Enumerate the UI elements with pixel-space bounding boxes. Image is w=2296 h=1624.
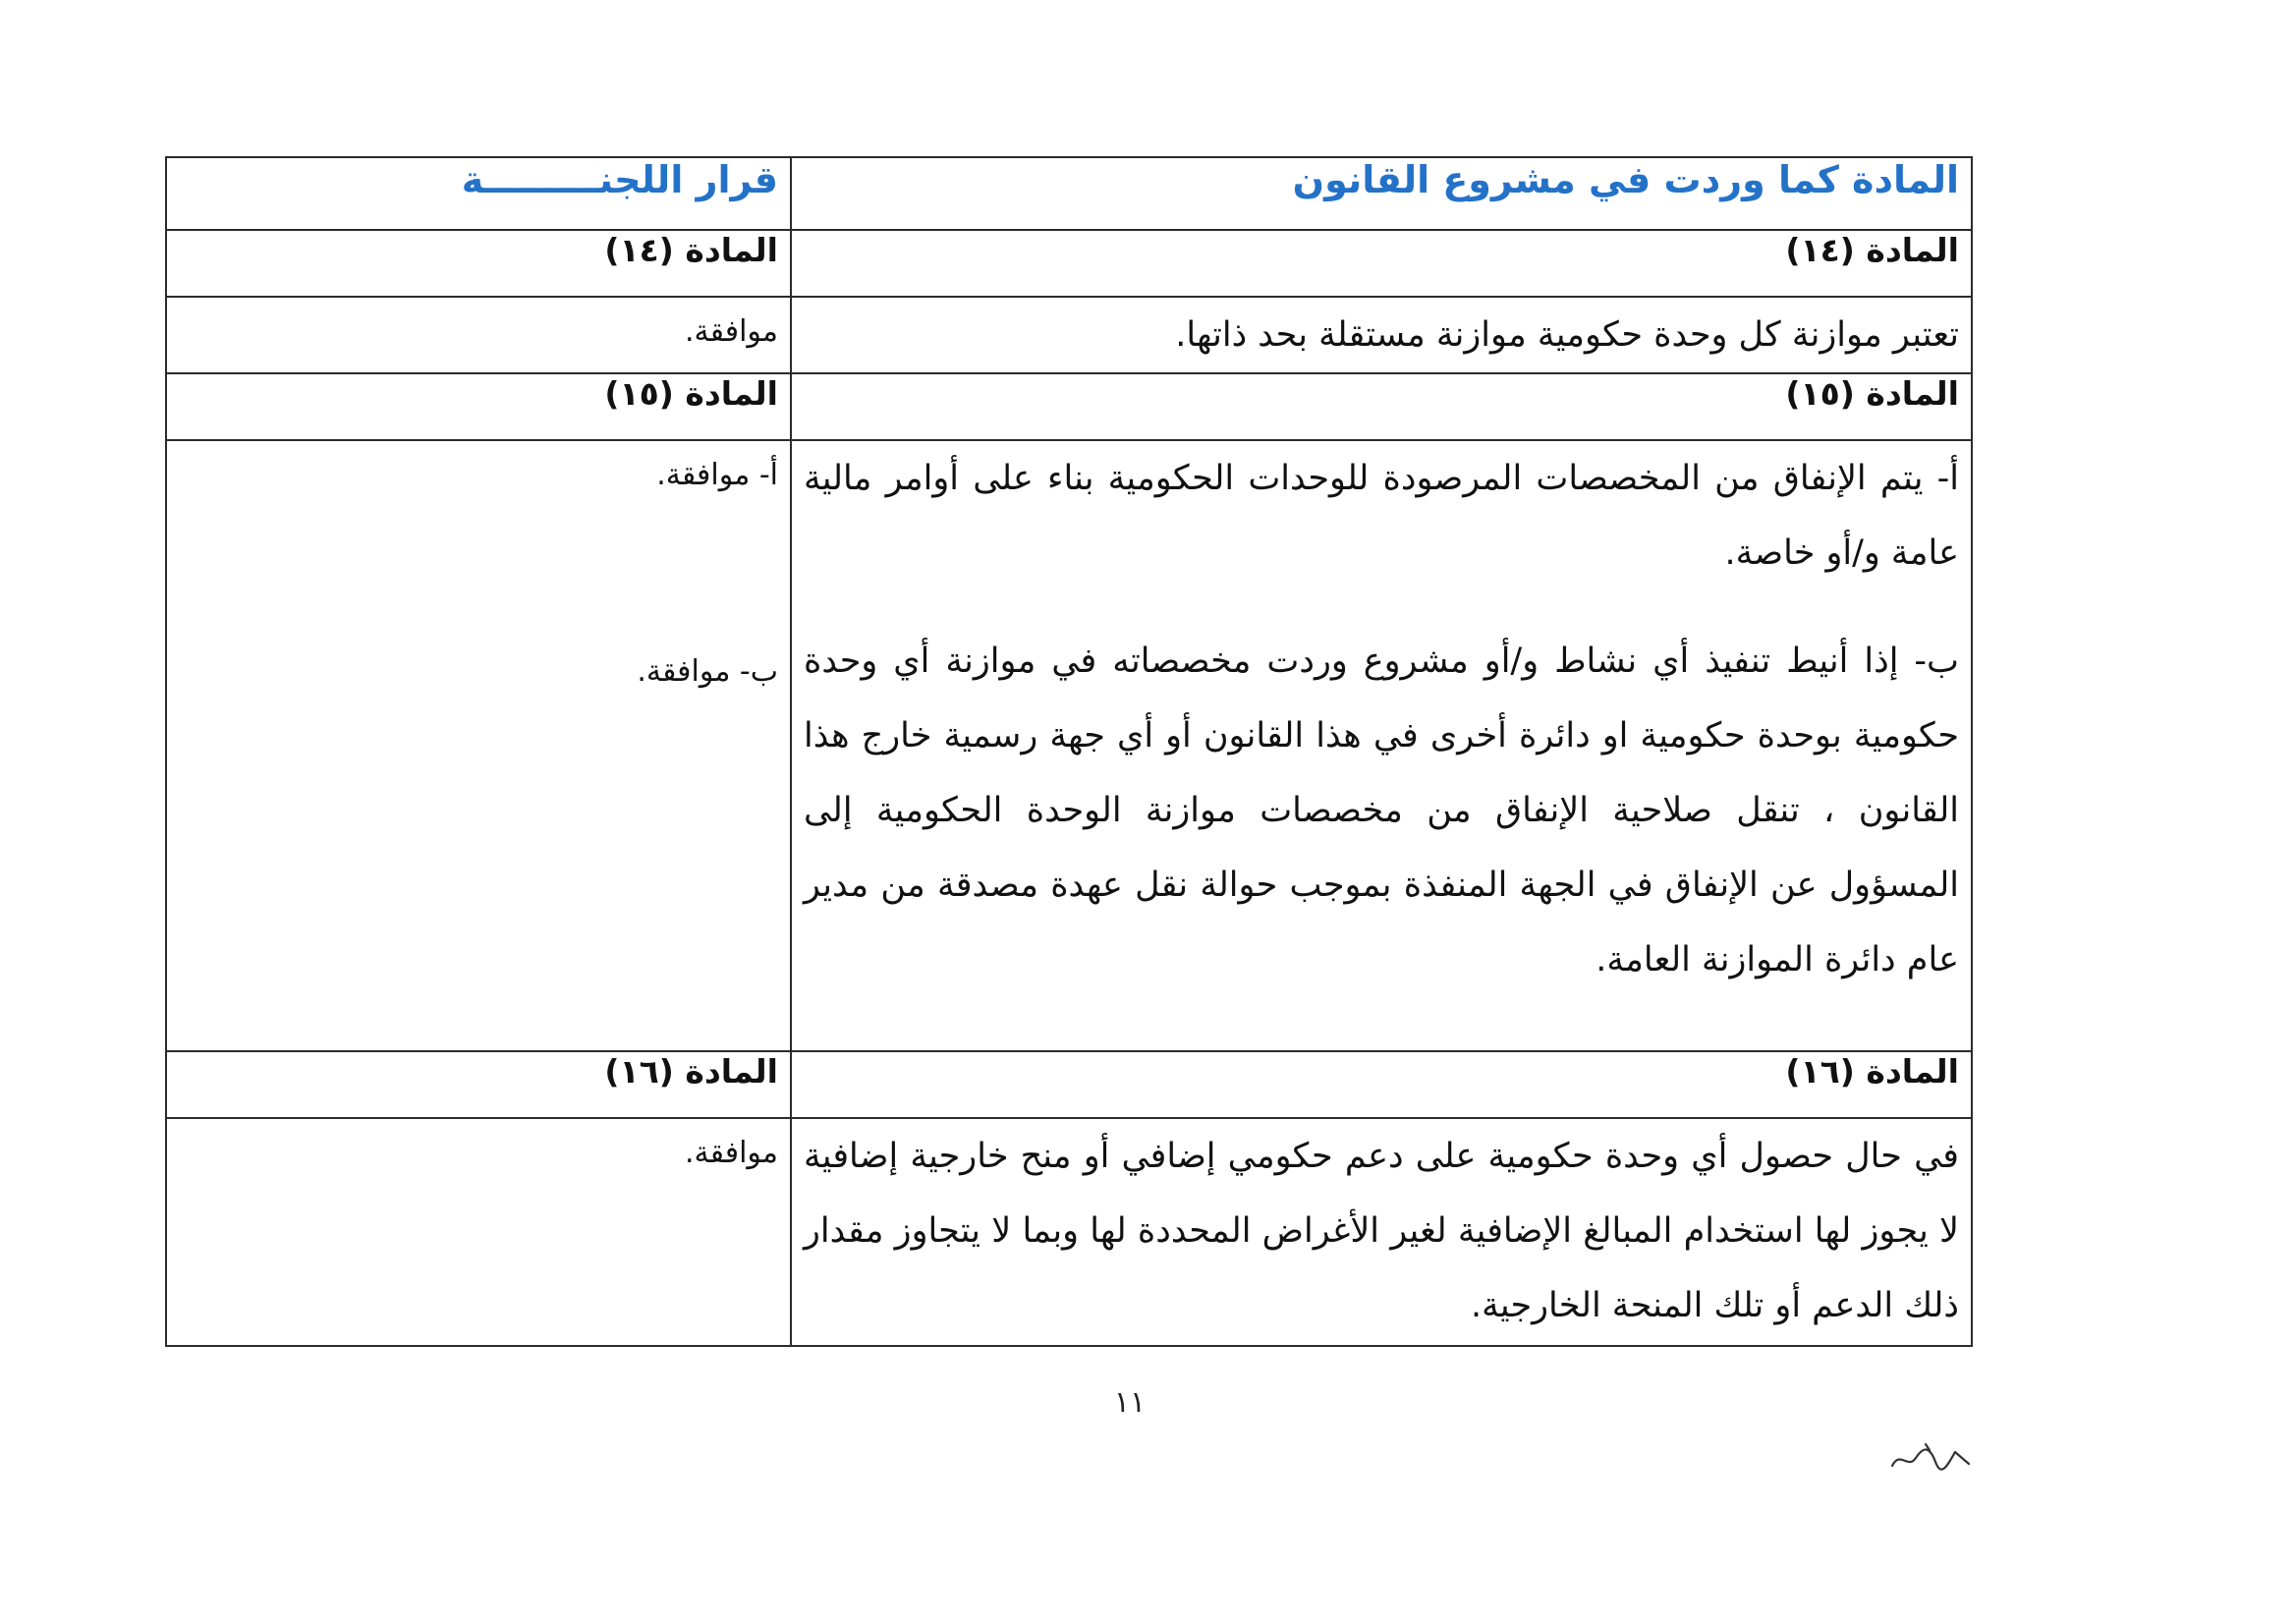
article-text-cell xyxy=(791,297,1972,373)
article-title: المادة (١٦) xyxy=(791,1051,1972,1118)
article-text-row xyxy=(166,297,1972,373)
article-paragraph: ب- إذا أنيط تنفيذ أي نشاط و/أو مشروع وردت مخصصاته في موازنة أي وحدة حكومية بوحدة حكومية او دائرة أخرى في هذا القانون أو أي جهة رسمية خارج هذا القانون ، تنقل صلاحية الإنفاق من مخصصات موازنة الوحدة الحكومية إلى المسؤول عن الإنفاق في الجهة المنفذة بموجب حوالة نقل عهدة مصدقة من مدير عام دائرة الموازنة العامة. xyxy=(804,642,1959,980)
article-paragraph: في حال حصول أي وحدة حكومية على دعم حكومي إضافي أو منح خارجية إضافية لا يجوز لها استخدام المبالغ الإضافية لغير الأغراض المحددة لها وبما لا يتجاوز مقدار ذلك الدعم أو تلك المنحة الخارجية. xyxy=(804,1137,1959,1325)
decision-paragraph: ب- موافقة. xyxy=(637,654,778,689)
decision-paragraph: موافقة. xyxy=(684,314,778,349)
article-text-row xyxy=(166,1118,1972,1346)
article-paragraph: تعتبر موازنة كل وحدة حكومية موازنة مستقلة بحد ذاتها. xyxy=(1175,315,1959,355)
article-column-header: المادة كما وردت في مشروع القانون xyxy=(791,157,1972,230)
article-title: المادة (١٤) xyxy=(791,230,1972,297)
table-header-row xyxy=(166,157,1972,230)
article-title-row xyxy=(166,1051,1972,1118)
decision-title: المادة (١٦) xyxy=(166,1051,791,1118)
article-title-row xyxy=(166,373,1972,440)
signature-icon xyxy=(1886,1436,1975,1476)
decision-title: المادة (١٥) xyxy=(166,373,791,440)
page-number: ١١ xyxy=(1113,1385,1147,1420)
decision-paragraph: موافقة. xyxy=(684,1136,778,1170)
article-title-row xyxy=(166,230,1972,297)
decision-text-cell xyxy=(166,297,791,373)
law-comparison-table xyxy=(165,156,1973,1347)
decision-column-header: قرار اللجنـــــــــة xyxy=(166,157,791,230)
decision-title: المادة (١٤) xyxy=(166,230,791,297)
article-paragraph: أ- يتم الإنفاق من المخصصات المرصودة للوحدات الحكومية بناء على أوامر مالية عامة و/أو خاصة. xyxy=(804,459,1959,573)
decision-paragraph: أ- موافقة. xyxy=(656,458,778,492)
decision-text-cell xyxy=(166,1118,791,1346)
article-title: المادة (١٥) xyxy=(791,373,1972,440)
article-text-cell xyxy=(791,440,1972,1051)
article-text-cell xyxy=(791,1118,1972,1346)
article-text-row xyxy=(166,440,1972,1051)
decision-text-cell xyxy=(166,440,791,1051)
